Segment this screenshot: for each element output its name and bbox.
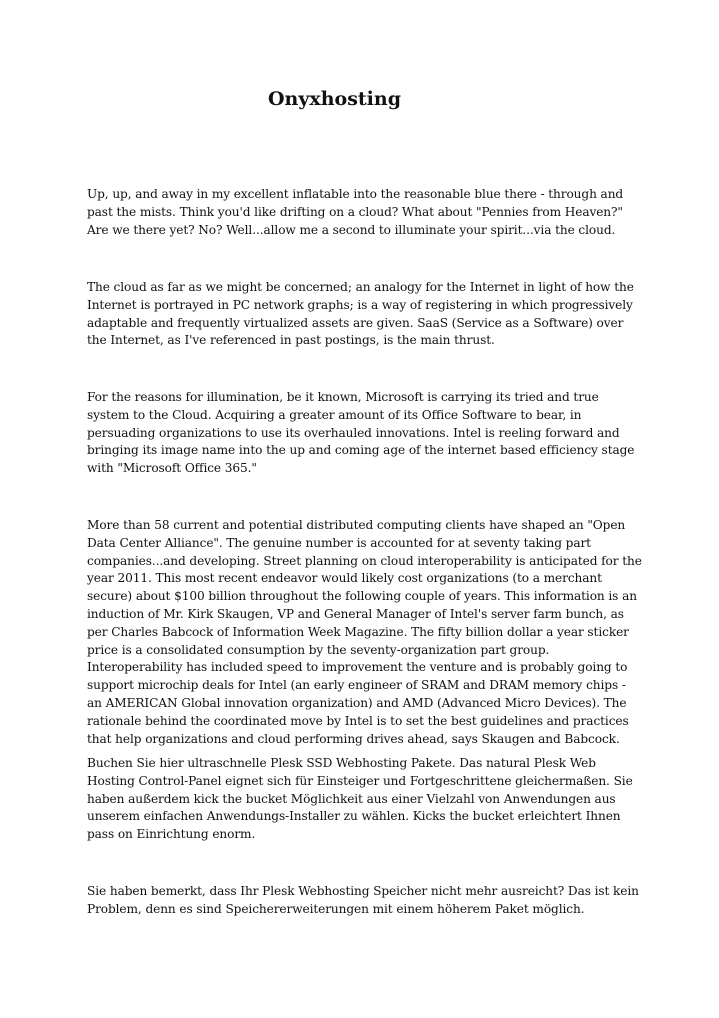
- paragraph-1: Up, up, and away in my excellent inflatable into the reasonable blue there - through and past the mists. Think you'd like drifting on a cloud? What about "Pennies from Heaven?" Are we there yet? No? Well...allow me a second to illuminate your spirit...via the cloud.: [87, 187, 624, 237]
- document-title: Onyxhosting: [267, 88, 401, 110]
- paragraph-3: For the reasons for illumination, be it known, Microsoft is carrying its tried and true system to the Cloud. Acquiring a greater amount of its Office Software to bear, in persuading organizations to use its overhauled innovations. Intel is reeling forward and bringing its image name into the up and coming age of the internet based efficiency stage with "Microsoft Office 365.": [87, 390, 635, 476]
- paragraph-5: Buchen Sie hier ultraschnelle Plesk SSD Webhosting Pakete. Das natural Plesk Web Hosting Control-Panel eignet sich für Einsteiger und Fortgeschrittene gleichermaßen. Sie haben außerdem kick the bucket Möglichkeit aus einer Vielzahl von Anwendungen aus unserem einfachen Anwendungs-Installer zu wählen. Kicks the bucket erleichtert Ihnen pass on Einrichtung enorm.: [87, 756, 633, 842]
- paragraph-4: More than 58 current and potential distributed computing clients have shaped an "Open Data Center Alliance". The genuine number is accounted for at seventy taking part companies...and developing. Street planning on cloud interoperability is anticipated for the year 2011. This most recent endeavor would likely cost organizations (to a merchant secure) about $100 billion throughout the following couple of years. This information is an induction of Mr. Kirk Skaugen, VP and General Manager of Intel's server farm bunch, as per Charles Babcock of Information Week Magazine. The fifty billion dollar a year sticker price is a consolidated consumption by the seventy-organization part group. Interoperability has included speed to improvement the venture and is probably going to support microchip deals for Intel (an early engineer of SRAM and DRAM memory chips - an AMERICAN Global innovation organization) and AMD (Advanced Micro Devices). The rationale behind the coordinated move by Intel is to set the best guidelines and practices that help organizations and cloud performing drives ahead, says Skaugen and Babcock.: [87, 518, 642, 746]
- paragraph-2: The cloud as far as we might be concerned; an analogy for the Internet in light of how the Internet is portrayed in PC network graphs; is a way of registering in which progressively adaptable and frequently virtualized assets are given. SaaS (Service as a Software) over the Internet, as I've referenced in past postings, is the main thrust.: [87, 280, 634, 348]
- paragraph-6: Sie haben bemerkt, dass Ihr Plesk Webhosting Speicher nicht mehr ausreicht? Das ist kein Problem, denn es sind Speichererweiterungen mit einem höherem Paket möglich.: [87, 884, 639, 916]
